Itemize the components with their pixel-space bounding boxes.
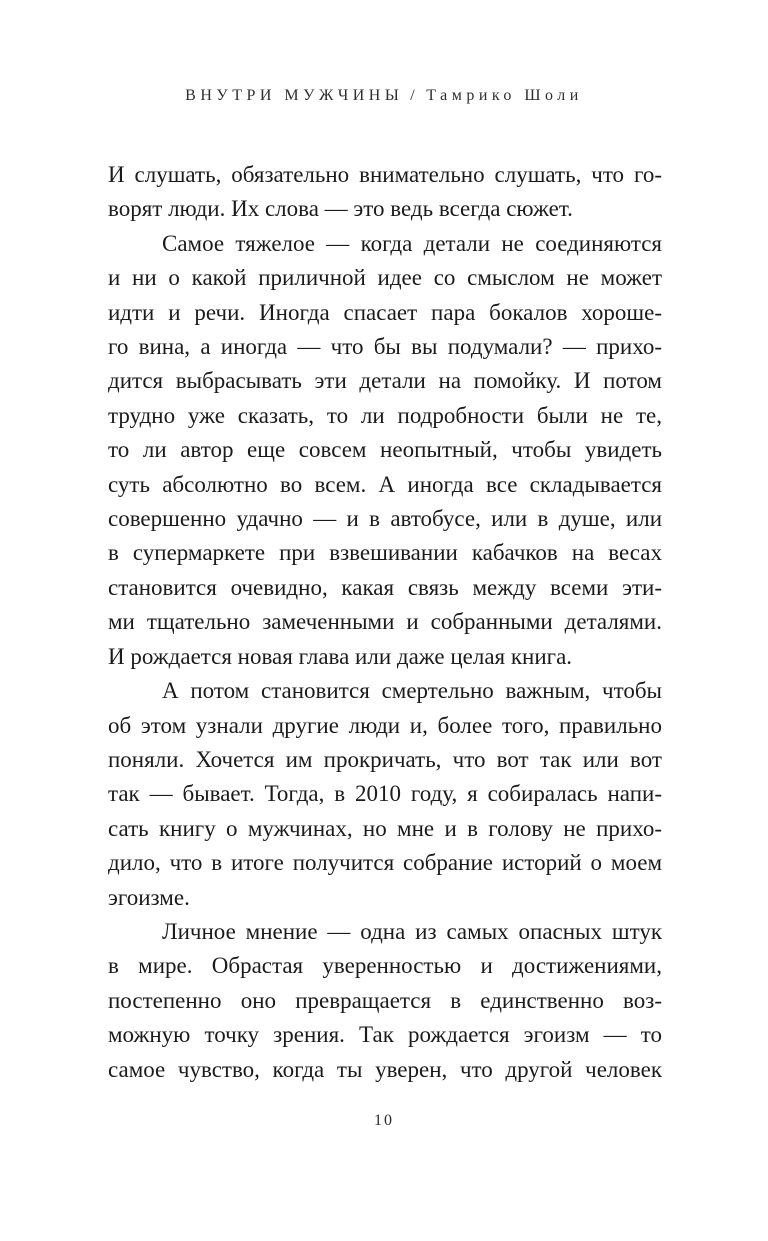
header-separator: / xyxy=(410,87,420,104)
text-line: эгоизме. xyxy=(108,884,190,910)
text-line: самое чувство, когда ты уверен, что другой человек xyxy=(108,1056,662,1082)
text-line: можную точку зрения. Так рождается эгоизм — то xyxy=(108,1022,662,1048)
text-line: в супермаркете при взвешивании кабачков на весах xyxy=(108,540,662,566)
text-line: сать книгу о мужчинах, но мне и в голову не прихо- xyxy=(108,815,662,841)
text-line: и ни о какой приличной идее со смыслом не может xyxy=(108,265,662,291)
text-line: идти и речи. Иногда спасает пара бокалов хороше- xyxy=(108,299,662,325)
text-line: поняли. Хочется им прокричать, что вот так или вот xyxy=(108,746,662,772)
author-name: Тамрико Шоли xyxy=(426,87,583,104)
text-line: ми тщательно замеченными и собранными деталями. xyxy=(108,609,662,635)
book-title: ВНУТРИ МУЖЧИНЫ xyxy=(185,87,404,104)
text-line: то ли автор еще совсем неопытный, чтобы увидеть xyxy=(108,437,662,463)
text-line: об этом узнали другие люди и, более того, правильно xyxy=(108,712,662,738)
text-line: становится очевидно, какая связь между всеми эти- xyxy=(108,574,662,600)
text-line: дило, что в итоге получится собрание историй о моем xyxy=(108,850,662,876)
text-line: Личное мнение — одна из самых опасных штук xyxy=(162,918,662,944)
text-line: так — бывает. Тогда, в 2010 году, я собиралась напи- xyxy=(108,781,662,807)
text-line: А потом становится смертельно важным, чтобы xyxy=(162,678,662,704)
text-line: го вина, а иногда — что бы вы подумали? — прихо- xyxy=(108,334,662,360)
text-line: И слушать, обязательно внимательно слушать, что го- xyxy=(108,162,662,187)
text-line: постепенно оно превращается в единственно воз- xyxy=(108,987,662,1013)
text-line: ворят люди. Их слова — это ведь всегда сюжет. xyxy=(108,196,573,222)
running-header xyxy=(0,86,768,106)
text-line: Самое тяжелое — когда детали не соединяются xyxy=(162,230,662,256)
text-line: И рождается новая глава или даже целая книга. xyxy=(108,643,573,669)
page-body xyxy=(108,158,662,1087)
text-line: в мире. Обрастая уверенностью и достижениями, xyxy=(108,953,662,979)
text-line: совершенно удачно — и в автобусе, или в душе, или xyxy=(108,506,662,532)
page-number: 10 xyxy=(374,1112,394,1129)
text-line: трудно уже сказать, то ли подробности были не те, xyxy=(108,402,662,428)
text-line: дится выбрасывать эти детали на помойку. И потом xyxy=(108,368,662,394)
text-line: суть абсолютно во всем. А иногда все складывается xyxy=(108,471,662,497)
